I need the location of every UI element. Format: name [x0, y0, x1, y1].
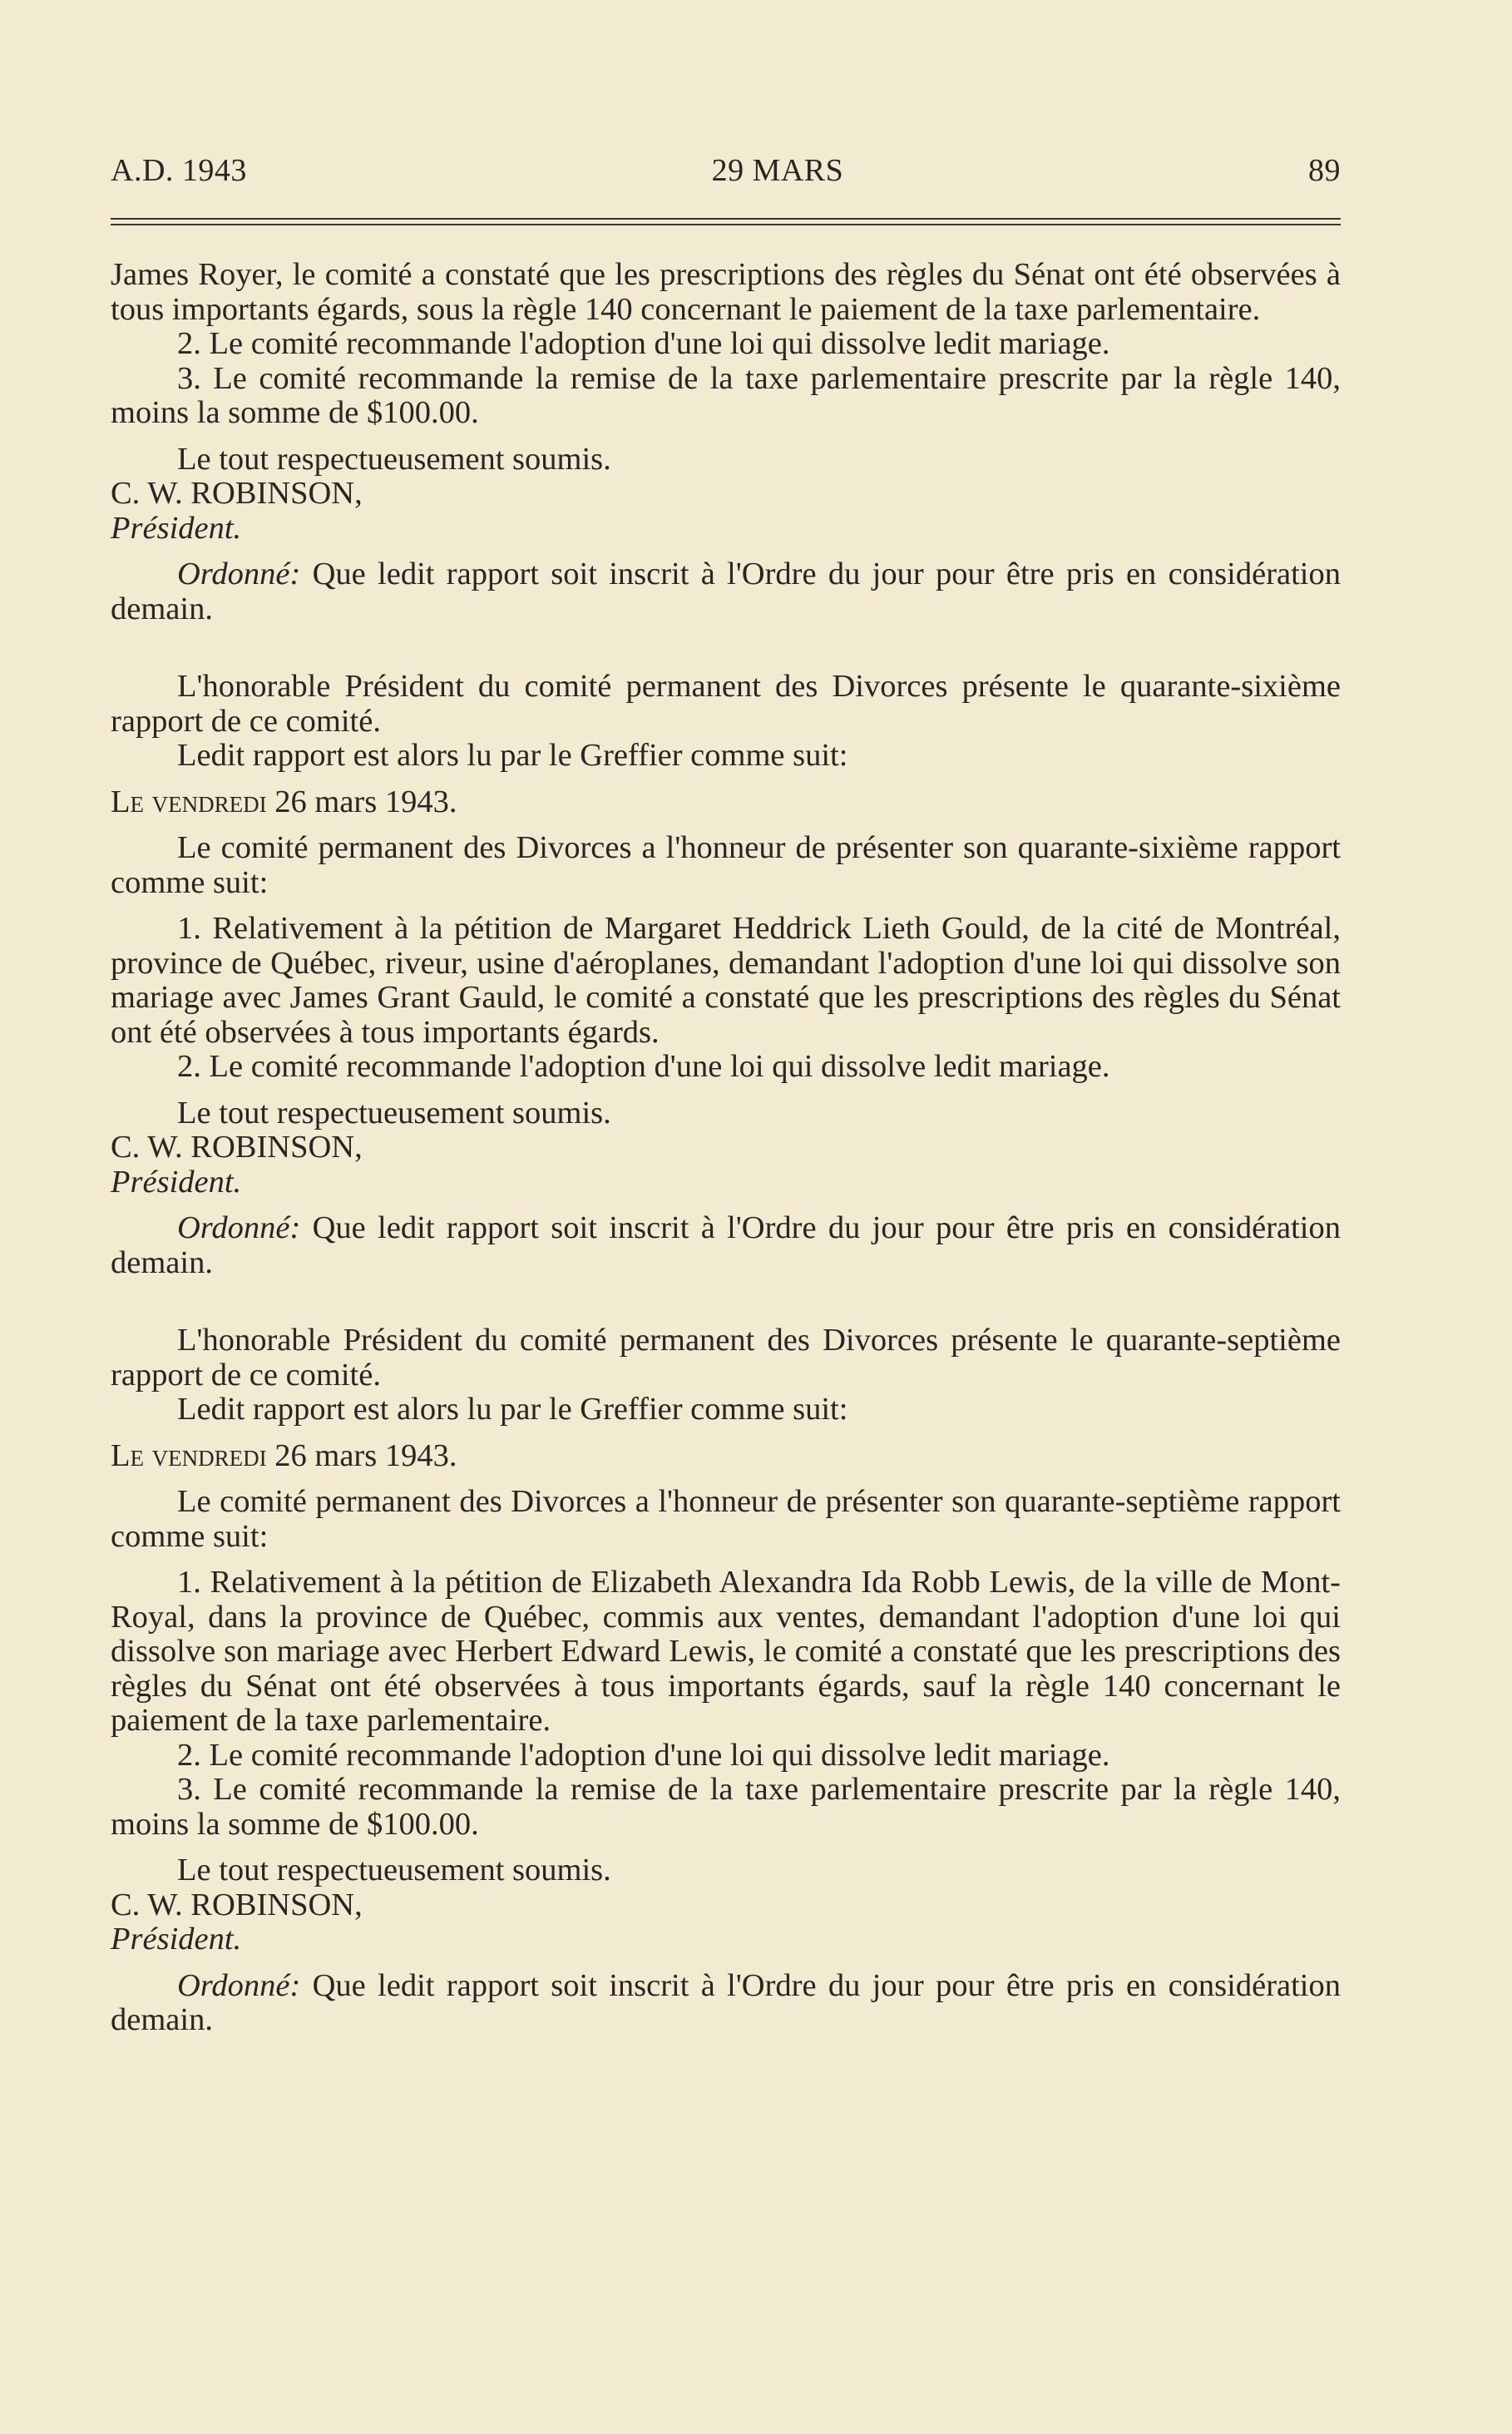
date-value: 26 mars 1943. — [274, 784, 457, 819]
header-date: 29 MARS — [711, 153, 844, 188]
report-section-3 — [111, 1323, 1341, 2038]
signature-title: Président. — [111, 1922, 242, 1957]
header-year: A.D. 1943 — [111, 153, 247, 188]
closing-line: Le tout respectueusement soumis. — [177, 1853, 611, 1887]
read-paragraph: Ledit rapport est alors lu par le Greffier comme suit: — [177, 738, 848, 773]
running-header — [111, 152, 1341, 189]
paragraph: 1. Relativement à la pétition de Elizabeth Alexandra Ida Robb Lewis, de la ville de Mont-Royal, dans la province de Québec, commis aux ventes, demandant l'adoption d'une loi qui dissolve son mariage avec Herbert Edward Lewis, le comité a constaté que les prescriptions des règles du Sénat ont été observées à tous importants égards, sauf la règle 140 concernant le paiement de la taxe parlementaire. — [111, 1565, 1341, 1738]
order-paragraph — [111, 557, 1341, 626]
closing-line: Le tout respectueusement soumis. — [177, 441, 611, 477]
report-date — [111, 1439, 1341, 1474]
paragraph: 2. Le comité recommande l'adoption d'une loi qui dissolve ledit mariage. — [177, 326, 1110, 361]
paragraph: 1. Relativement à la pétition de Margaret Heddrick Lieth Gould, de la cité de Montréal, province de Québec, riveur, usine d'aéroplanes, demandant l'adoption d'une loi qui dissolve son mariage avec James Grant Gauld, le comité a constaté que les prescriptions des règles du Sénat ont été observées à tous importants égards. — [111, 911, 1341, 1050]
closing-line: Le tout respectueusement soumis. — [177, 1095, 611, 1130]
page-number: 89 — [1307, 153, 1341, 188]
order-text: Que ledit rapport soit inscrit à l'Ordre du jour pour être pris en considération demain. — [111, 1210, 1341, 1280]
header-rule-bottom — [111, 224, 1341, 225]
order-paragraph — [111, 1211, 1341, 1280]
intro-paragraph: L'honorable Président du comité permanent des Divorces présente le quarante-septième rapport de ce comité. — [111, 1323, 1341, 1393]
order-paragraph — [111, 1969, 1341, 2038]
date-value: 26 mars 1943. — [274, 1437, 457, 1473]
paragraph: James Royer, le comité a constaté que les prescriptions des règles du Sénat ont été observées à tous importants égards, sous la règle 140 concernant le paiement de la taxe parlementaire. — [111, 257, 1341, 327]
date-weekday: Le vendredi — [111, 1437, 267, 1473]
report-section-1 — [111, 258, 1341, 626]
header-rule-top — [111, 218, 1341, 220]
signature-title: Président. — [111, 1164, 242, 1200]
report-intro: Le comité permanent des Divorces a l'honneur de présenter son quarante-septième rapport comme suit: — [111, 1484, 1341, 1554]
intro-paragraph: L'honorable Président du comité permanent des Divorces présente le quarante-sixième rapport de ce comité. — [111, 669, 1341, 739]
paragraph: 3. Le comité recommande la remise de la taxe parlementaire prescrite par la règle 140, moins la somme de $100.00. — [111, 1772, 1341, 1842]
order-label: Ordonné: — [177, 557, 301, 591]
order-text: Que ledit rapport soit inscrit à l'Ordre du jour pour être pris en considération demain. — [111, 1967, 1341, 2037]
report-section-2 — [111, 670, 1341, 1280]
paragraph: 2. Le comité recommande l'adoption d'une loi qui dissolve ledit mariage. — [177, 1049, 1110, 1084]
report-intro: Le comité permanent des Divorces a l'honneur de présenter son quarante-sixième rapport comme suit: — [111, 830, 1341, 900]
order-text: Que ledit rapport soit inscrit à l'Ordre du jour pour être pris en considération demain. — [111, 557, 1341, 626]
signature-title: Président. — [111, 510, 242, 546]
paragraph: 3. Le comité recommande la remise de la taxe parlementaire prescrite par la règle 140, moins la somme de $100.00. — [111, 360, 1341, 430]
date-weekday: Le vendredi — [111, 784, 267, 819]
signature: C. W. ROBINSON, — [111, 1130, 363, 1165]
signature: C. W. ROBINSON, — [111, 1887, 363, 1922]
body-text — [111, 258, 1341, 2038]
read-paragraph: Ledit rapport est alors lu par le Greffier comme suit: — [177, 1392, 848, 1427]
report-date — [111, 785, 1341, 820]
order-label: Ordonné: — [177, 1967, 301, 2003]
paragraph: 2. Le comité recommande l'adoption d'une loi qui dissolve ledit mariage. — [177, 1737, 1110, 1773]
order-label: Ordonné: — [177, 1210, 301, 1245]
signature: C. W. ROBINSON, — [111, 476, 363, 511]
